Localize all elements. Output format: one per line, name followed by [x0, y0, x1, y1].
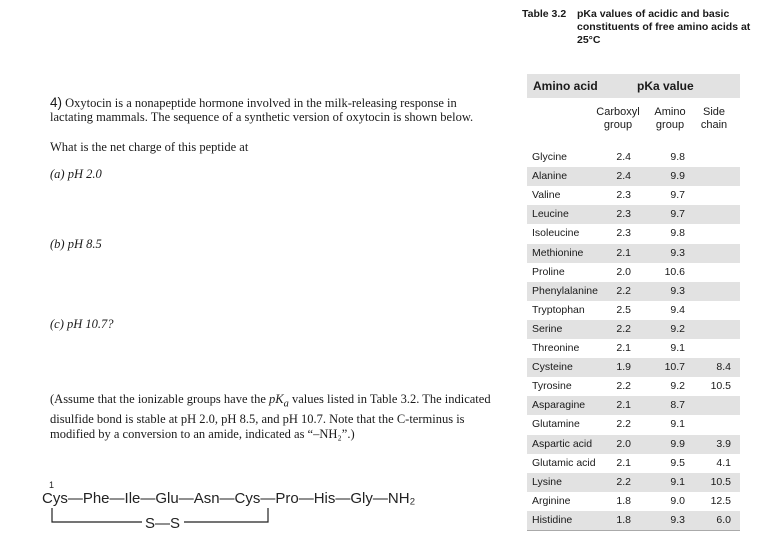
- side-chain-pka: 12.5: [710, 494, 731, 507]
- question-number: 4): [50, 95, 63, 110]
- carboxyl-pka: 2.2: [616, 322, 631, 335]
- amino-acid-name: Proline: [532, 265, 565, 278]
- table-row: [527, 415, 740, 434]
- carboxyl-pka: 2.2: [616, 284, 631, 297]
- amino-acid-name: Tryptophan: [532, 303, 585, 316]
- amino-acid-name: Valine: [532, 189, 561, 202]
- amino-acid-name: Isoleucine: [532, 227, 580, 240]
- amino-pka: 9.7: [670, 189, 685, 202]
- amino-pka: 9.9: [670, 170, 685, 183]
- carboxyl-pka: 2.2: [616, 418, 631, 431]
- side-chain-pka: 8.4: [716, 361, 731, 374]
- table-row: [527, 358, 740, 377]
- table-row: [527, 339, 740, 358]
- amino-pka: 9.3: [670, 284, 685, 297]
- side-chain-pka: 6.0: [716, 513, 731, 526]
- amino-pka: 9.9: [670, 437, 685, 450]
- table-bottom-rule: [527, 530, 740, 531]
- side-chain-pka: 10.5: [710, 475, 731, 488]
- amino-pka: 10.7: [664, 361, 685, 374]
- amino-pka: 9.1: [670, 342, 685, 354]
- amino-acid-name: Glutamic acid: [532, 456, 596, 469]
- question-prompt: What is the net charge of this peptide at: [50, 140, 249, 154]
- amino-acid-name: Serine: [532, 322, 563, 335]
- carboxyl-pka: 2.3: [616, 227, 631, 240]
- table-caption: [522, 8, 762, 47]
- amino-pka: 9.5: [670, 456, 685, 469]
- table-row: [527, 148, 740, 167]
- amino-acid-name: Threonine: [532, 342, 580, 354]
- table-row: [527, 511, 740, 530]
- question-intro: [50, 96, 500, 124]
- table-row: [527, 492, 740, 511]
- question-part-a: (a) pH 2.0: [50, 167, 102, 181]
- assumption-note: (Assume that the ionizable groups have the $pK_a$ values listed in Table 3.2. The indicated disulfide bond is stable at pH 2.0, pH 8.5, and pH 10.7. Note that the C-terminus is modified by a conversion to an amide, indicated as “–NH₂”.): [50, 392, 491, 441]
- question-intro-text: Oxytocin is a nonapeptide hormone involved in the milk-releasing response in lactating mammals. The sequence of a synthetic version of oxytocin is shown below.: [50, 96, 474, 124]
- table-row: [527, 435, 740, 454]
- amino-pka: 9.1: [670, 475, 685, 488]
- table-row: [527, 263, 740, 282]
- amino-acid-name: Aspartic acid: [532, 437, 593, 450]
- amino-acid-name: Arginine: [532, 494, 571, 507]
- table-row: [527, 167, 740, 186]
- table-header: [527, 74, 740, 98]
- question-part-c: (c) pH 10.7?: [50, 317, 114, 331]
- amino-pka: 9.2: [670, 322, 685, 335]
- carboxyl-pka: 2.4: [616, 151, 631, 163]
- carboxyl-pka: 2.1: [616, 399, 631, 412]
- side-chain-pka: 10.5: [710, 380, 731, 393]
- amino-acid-name: Methionine: [532, 246, 584, 259]
- amino-pka: 8.7: [670, 399, 685, 412]
- question-part-b: (b) pH 8.5: [50, 237, 102, 251]
- subheader-carboxyl: Carboxyl group: [596, 106, 640, 131]
- table-row: [527, 186, 740, 205]
- amino-acid-name: Glycine: [532, 151, 568, 163]
- carboxyl-pka: 2.2: [616, 380, 631, 393]
- amino-acid-name: Cysteine: [532, 361, 573, 374]
- table-row: [527, 301, 740, 320]
- amino-pka: 9.7: [670, 208, 685, 221]
- amino-pka: 9.0: [670, 494, 685, 507]
- table-row: [527, 396, 740, 415]
- position-label: 1: [49, 480, 55, 490]
- header-amino-acid: Amino acid: [533, 79, 598, 93]
- carboxyl-pka: 2.1: [616, 456, 631, 469]
- amino-pka: 9.3: [670, 513, 685, 526]
- sequence-text: Cys—Phe—Ile—Glu—Asn—Cys—Pro—His—Gly—NH₂: [42, 490, 416, 507]
- table-row: [527, 244, 740, 263]
- carboxyl-pka: 1.8: [616, 494, 631, 507]
- amino-pka: 9.1: [670, 418, 685, 431]
- pka-table: [527, 74, 740, 532]
- subheader-side: Side chain: [700, 106, 728, 131]
- amino-acid-name: Asparagine: [532, 399, 586, 412]
- table-title: pKa values of acidic and basic constituents of free amino acids at 25°C: [577, 8, 751, 46]
- table-row: [527, 454, 740, 473]
- side-chain-pka: 4.1: [716, 456, 731, 469]
- table-row: [527, 205, 740, 224]
- carboxyl-pka: 1.8: [616, 513, 631, 526]
- header-pka: pKa value: [637, 79, 694, 93]
- amino-pka: 9.2: [670, 380, 685, 393]
- table-row: [527, 282, 740, 301]
- table-row: [527, 224, 740, 243]
- carboxyl-pka: 2.3: [616, 208, 631, 221]
- amino-pka: 9.3: [670, 246, 685, 259]
- amino-pka: 9.8: [670, 151, 685, 163]
- carboxyl-pka: 2.0: [616, 437, 631, 450]
- amino-acid-name: Histidine: [532, 513, 573, 526]
- table-row: [527, 473, 740, 492]
- amino-pka: 9.4: [670, 303, 685, 316]
- carboxyl-pka: 2.3: [616, 189, 631, 202]
- table-number: Table 3.2: [522, 8, 567, 20]
- carboxyl-pka: 2.0: [616, 265, 631, 278]
- subheader-amino: Amino group: [654, 106, 686, 131]
- amino-pka: 9.8: [670, 227, 685, 240]
- carboxyl-pka: 2.2: [616, 475, 631, 488]
- amino-acid-name: Leucine: [532, 208, 569, 221]
- side-chain-pka: 3.9: [716, 437, 731, 450]
- amino-pka: 10.6: [664, 265, 685, 278]
- amino-acid-name: Phenylalanine: [532, 284, 598, 297]
- amino-acid-name: Glutamine: [532, 418, 580, 431]
- table-row: [527, 320, 740, 339]
- disulfide-label: S—S: [145, 515, 181, 532]
- carboxyl-pka: 2.5: [616, 303, 631, 316]
- carboxyl-pka: 2.1: [616, 246, 631, 259]
- amino-acid-name: Lysine: [532, 475, 562, 488]
- table-row: [527, 377, 740, 396]
- carboxyl-pka: 1.9: [616, 361, 631, 374]
- amino-acid-name: Alanine: [532, 170, 568, 183]
- pka-symbol: $pK_a$: [269, 392, 289, 410]
- carboxyl-pka: 2.4: [616, 170, 631, 183]
- carboxyl-pka: 2.1: [616, 342, 631, 354]
- amino-acid-name: Tyrosine: [532, 380, 572, 393]
